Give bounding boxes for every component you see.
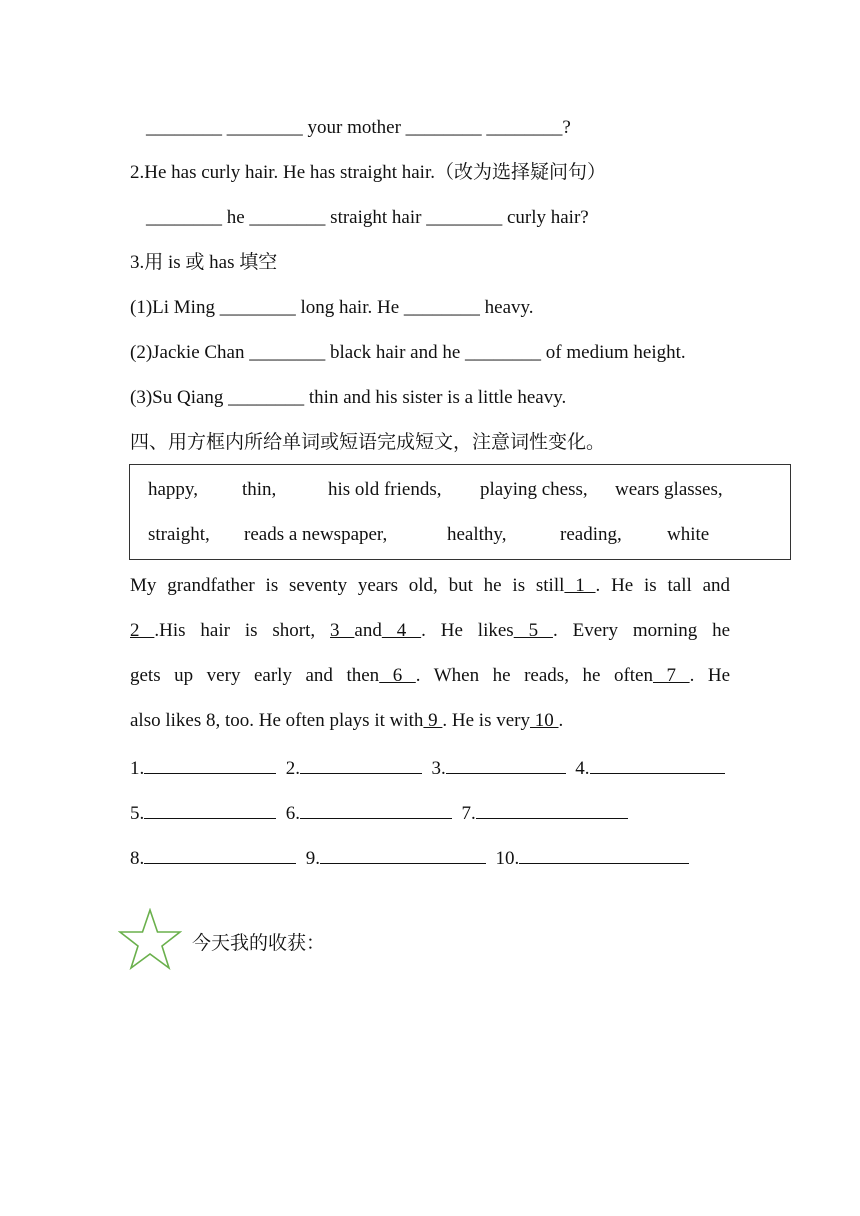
star-icon [118, 908, 182, 970]
blank-3: 3 [330, 620, 355, 641]
word-item: his old friends, [328, 479, 442, 500]
word-item: reading, [560, 524, 622, 545]
blank-4: 4 [381, 620, 422, 641]
word-item: wears glasses, [615, 479, 723, 500]
answer-row-2: 5. 6. 7. [130, 800, 628, 826]
blank-10: 10 [530, 710, 559, 731]
question-3-item-3: (3)Su Qiang ________ thin and his sister is a little heavy. [130, 387, 567, 408]
word-item: reads a newspaper, [244, 524, 388, 545]
section-4-title: 四、用方框内所给单词或短语完成短文，注意词性变化。 [130, 432, 606, 453]
blank-1: 1 [564, 575, 596, 596]
answer-row-3: 8. 9. 10. [130, 845, 689, 871]
rewrite-line-2: ________ he ________ straight hair ________ curly hair? [146, 207, 589, 228]
harvest-label: 今天我的收获： [192, 933, 326, 954]
question-3-title: 3.用 is 或 has 填空 [130, 252, 278, 273]
word-item: happy, [148, 479, 198, 500]
word-item: playing chess, [480, 479, 588, 500]
rewrite-line-1: ________ ________ your mother ________ ________? [146, 117, 571, 138]
word-box [129, 464, 791, 560]
word-item: white [667, 524, 710, 545]
question-3-item-1: (1)Li Ming ________ long hair. He ________ heavy. [130, 297, 534, 318]
passage-line-3: gets up very early and then 6 . When he reads, he often 7 . He [130, 665, 731, 686]
question-2: 2.He has curly hair. He has straight hair.（改为选择疑问句） [130, 162, 606, 183]
blank-6: 6 [379, 665, 416, 686]
passage-line-2: 2 .His hair is short, 3 and 4 . He likes 5 . Every morning he [130, 620, 731, 641]
word-item: healthy, [447, 524, 507, 545]
word-item: thin, [242, 479, 277, 500]
answer-row-1: 1. 2. 3. 4. [130, 755, 725, 781]
blank-5: 5 [513, 620, 553, 641]
word-item: straight, [148, 524, 210, 545]
question-3-item-2: (2)Jackie Chan ________ black hair and he ________ of medium height. [130, 342, 686, 363]
blank-2: 2 [130, 620, 155, 641]
passage-line-1: My grandfather is seventy years old, but he is still 1 . He is tall and [130, 575, 731, 596]
blank-9: 9 [423, 710, 443, 731]
passage-line-4: also likes 8, too. He often plays it with 9 . He is very 10 . [130, 710, 564, 731]
blank-7: 7 [653, 665, 690, 686]
